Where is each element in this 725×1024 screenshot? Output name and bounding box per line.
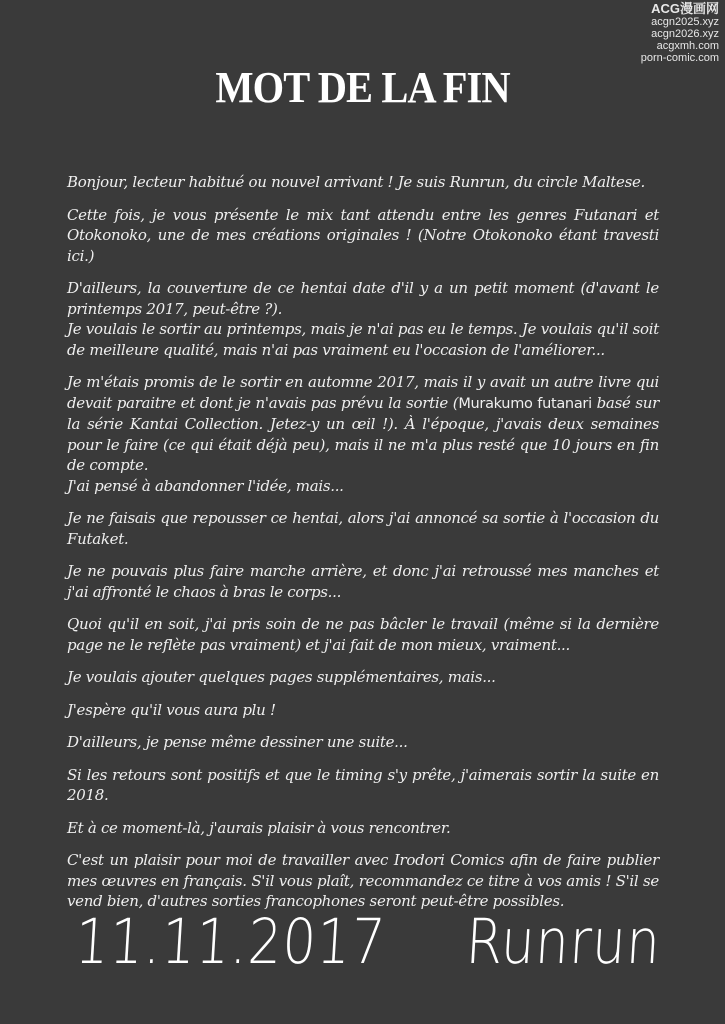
paragraph-extra-pages: Je voulais ajouter quelques pages supplémentaires, mais... — [67, 668, 496, 686]
paragraph-no-turning-back: Je ne pouvais plus faire marche arrière, et donc j'ai retroussé mes manches et j'ai affronté le chaos à bras le corps... — [67, 562, 659, 601]
signature-name: Runrun — [463, 905, 663, 978]
paragraph-greeting: Bonjour, lecteur habitué ou nouvel arrivant ! Je suis Runrun, du circle Maltese. — [67, 173, 646, 191]
paragraph-cover-date: D'ailleurs, la couverture de ce hentai date d'il y a un petit moment (d'avant le printemps 2017, peut-être ?). — [67, 279, 659, 318]
paragraph-2018: Si les retours sont positifs et que le timing s'y prête, j'aimerais sortir la suite en 2018. — [67, 765, 659, 804]
paragraph-presentation: Cette fois, je vous présente le mix tant attendu entre les genres Futanari et Otokonoko, une de mes créations originales ! (Notre Otokonoko étant travesti ici.) — [67, 205, 659, 265]
paragraph-autumn-after: basé sur la série Kantai Collection. Jetez-y un œil !). À l'époque, j'avais deux semaines pour le faire (ce qui était déjà peu), mais il ne m'a plus resté que 10 jours en fin de compte. — [67, 393, 659, 474]
paragraph-spring-release: Je voulais le sortir au printemps, mais je n'ai pas eu le temps. Je voulais qu'il soit de meilleure qualité, mais n'ai pas vraiment eu l'occasion de l'améliorer... — [67, 320, 659, 359]
paragraph-autumn-plan — [67, 372, 659, 476]
paragraph-autumn-before: Je m'étais promis de le sortir en automne 2017, mais il y avait un autre livre qui devait paraitre et dont je n'avais pas prévu la sortie ( — [67, 373, 659, 412]
watermark-title: ACG漫画网 — [651, 1, 719, 16]
paragraph-meet: Et à ce moment-là, j'aurais plaisir à vous rencontrer. — [67, 818, 451, 837]
watermark-line: acgn2025.xyz — [651, 16, 719, 28]
paragraph-futaket: Je ne faisais que repousser ce hentai, alors j'ai annoncé sa sortie à l'occasion du Futaket. — [67, 509, 659, 548]
paragraph-sequel: D'ailleurs, je pense même dessiner une suite... — [67, 733, 408, 751]
afterword-body — [67, 172, 659, 924]
book-title-murakumo: Murakumo futanari — [458, 395, 592, 412]
watermark-line: acgn2026.xyz — [651, 28, 719, 40]
signature-date: 11.11.2017 — [72, 905, 388, 978]
watermark-line: acgxmh.com — [656, 40, 719, 52]
paragraph-hope: J'espère qu'il vous aura plu ! — [67, 700, 276, 719]
watermark — [641, 2, 719, 64]
watermark-line: porn-comic.com — [640, 52, 719, 64]
paragraph-irodori: C'est un plaisir pour moi de travailler avec Irodori Comics afin de faire publier mes œuvres en français. S'il vous plaît, recommandez ce titre à vos amis ! S'il se vend bien, d'autres sorties francophones seront peut-être possibles. — [67, 851, 659, 910]
signature — [0, 905, 725, 978]
page-title: MOT DE LA FIN — [215, 63, 510, 112]
paragraph-abandon: J'ai pensé à abandonner l'idée, mais... — [67, 476, 344, 495]
paragraph-best-effort: Quoi qu'il en soit, j'ai pris soin de ne pas bâcler le travail (même si la dernière page ne le reflète pas vraiment) et j'ai fait de mon mieux, vraiment... — [67, 615, 659, 654]
